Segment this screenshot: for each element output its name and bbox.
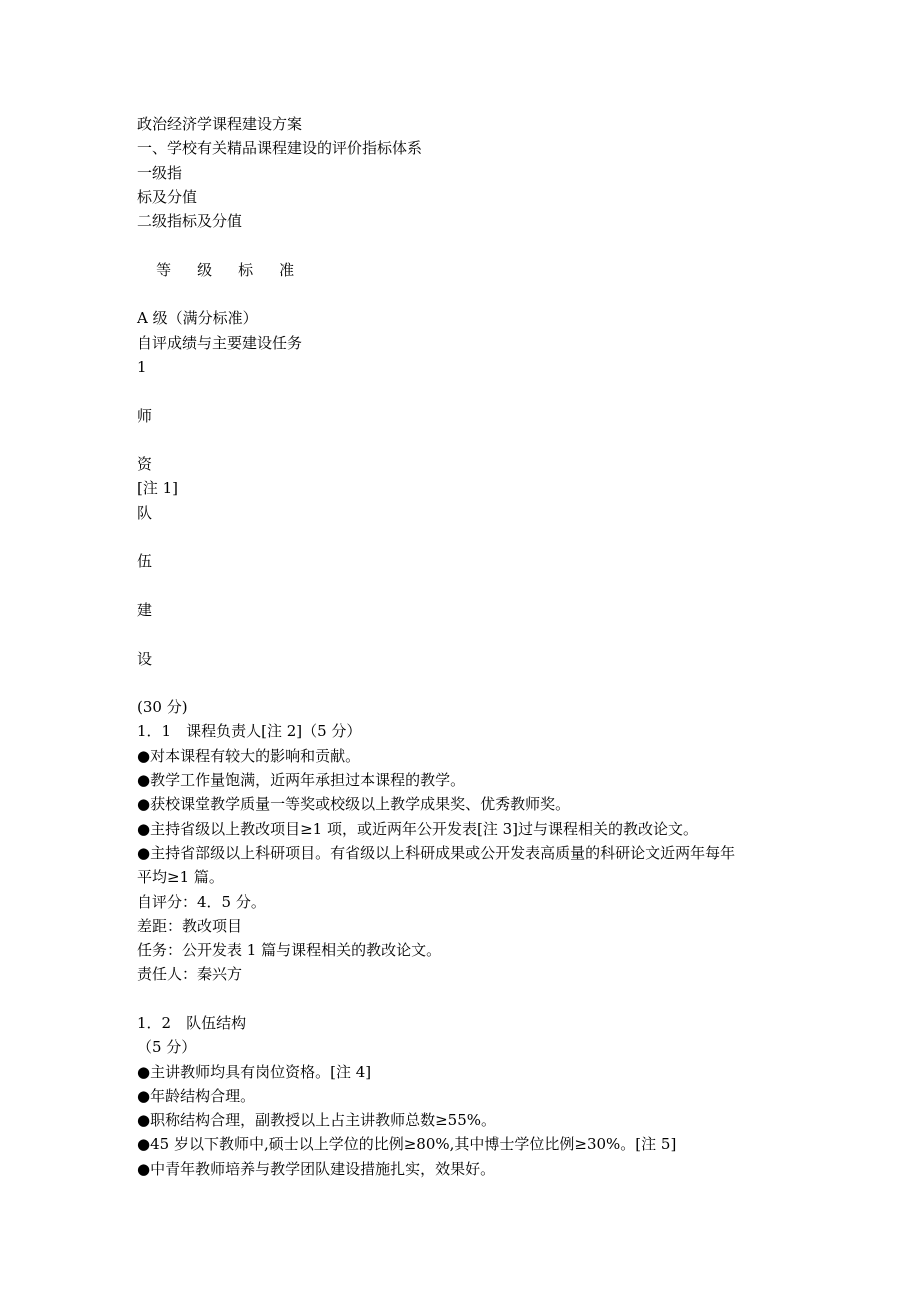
category-char: 师 (137, 406, 153, 425)
item-score: （5 分） (137, 1038, 197, 1057)
level2-header: 二级指标及分值 (137, 212, 243, 231)
self-eval-header: 自评成绩与主要建设任务 (137, 333, 303, 352)
blank-line (137, 379, 837, 403)
category-char: 队 (137, 503, 153, 522)
category-score: (30 分) (137, 698, 188, 717)
self-score: 自评分：4．5 分。 (137, 892, 266, 911)
category-char: 资 (137, 455, 153, 474)
grade-char: 等 (156, 260, 172, 279)
bullet-item: ●主讲教师均具有岗位资格。[注 4] (137, 1062, 372, 1081)
gap-text: 差距：教改项目 (137, 916, 243, 935)
level1-header-a: 一级指 (137, 163, 183, 182)
blank-line (137, 428, 837, 452)
bullet-item: ●职称结构合理，副教授以上占主讲教师总数≥55%。 (137, 1111, 496, 1130)
blank-line (137, 987, 837, 1011)
owner-text: 责任人：秦兴方 (137, 965, 243, 984)
bullet-item-continued: 平均≥1 篇。 (137, 868, 224, 887)
blank-line (137, 282, 837, 306)
blank-line (137, 525, 837, 549)
blank-line (137, 622, 837, 646)
level1-header-b: 标及分值 (137, 187, 198, 206)
blank-line (137, 671, 837, 695)
bullet-item: ●45 岁以下教师中,硕士以上学位的比例≥80%,其中博士学位比例≥30%。[注 5] (137, 1135, 677, 1154)
category-number: 1 (137, 357, 147, 376)
item-heading: 1．2 队伍结构 (137, 1013, 247, 1032)
grade-char: 级 (197, 260, 213, 279)
bullet-item: ●主持省部级以上科研项目。有省级以上科研成果或公开发表高质量的科研论文近两年每年 (137, 843, 736, 862)
category-char: 伍 (137, 552, 153, 571)
blank-line (137, 574, 837, 598)
bullet-item: ●年龄结构合理。 (137, 1086, 256, 1105)
document-page (137, 112, 837, 1181)
bullet-item: ●中青年教师培养与教学团队建设措施扎实，效果好。 (137, 1159, 496, 1178)
grade-char: 标 (238, 260, 254, 279)
document-title: 政治经济学课程建设方案 (137, 115, 303, 133)
bullet-item: ●教学工作量饱满，近两年承担过本课程的教学。 (137, 771, 466, 790)
task-text: 任务：公开发表 1 篇与课程相关的教改论文。 (137, 941, 442, 960)
bullet-item: ●获校课堂教学质量一等奖或校级以上教学成果奖、优秀教师奖。 (137, 795, 571, 814)
category-note: [注 1] (137, 479, 179, 498)
grade-char: 准 (279, 260, 295, 279)
item-heading: 1．1 课程负责人[注 2]（5 分） (137, 722, 362, 741)
bullet-item: ●对本课程有较大的影响和贡献。 (137, 746, 361, 765)
bullet-item: ●主持省级以上教改项目≥1 项，或近两年公开发表[注 3]过与课程相关的教改论文。 (137, 819, 698, 838)
category-char: 设 (137, 649, 153, 668)
grade-a-header: A 级（满分标准） (137, 309, 258, 328)
grade-standard-header (137, 233, 837, 279)
category-char: 建 (137, 600, 153, 619)
section-heading: 一、学校有关精品课程建设的评价指标体系 (137, 139, 423, 158)
